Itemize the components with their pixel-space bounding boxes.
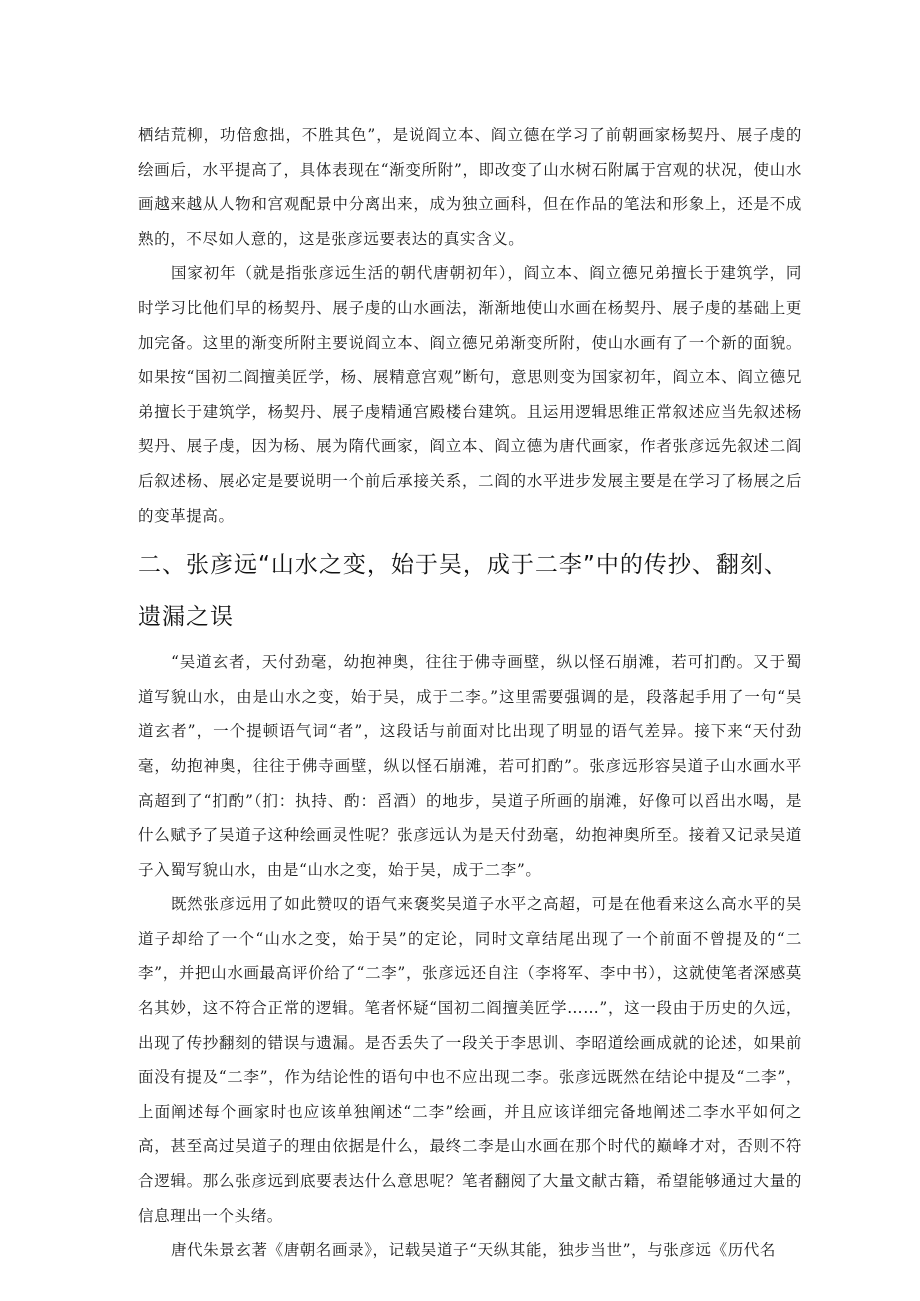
paragraph-wu-daoxuan: “吴道玄者，天付劲毫，幼抱神奥，往往于佛寺画壁，纵以怪石崩滩，若可扪酌。又于蜀道写貌山水，由是山水之变，始于吴，成于二李。”这里需要强调的是，段落起手用了一句“吴道玄者”，一个提顿语气词“者”，这段话与前面对比出现了明显的语气差异。接下来“天付劲毫，幼抱神奥，往往于佛寺画壁，纵以怪石崩滩，若可扪酌”。张彦远形容吴道子山水画水平高超到了“扪酌”（扪：执持、酌：舀酒）的地步，吴道子所画的崩滩，好像可以舀出水喝，是什么赋予了吴道子这种绘画灵性呢？张彦远认为是天付劲毫，幼抱神奥所至。接着又记录吴道子入蜀写貌山水，由是“山水之变，始于吴，成于二李”。 xyxy=(138,653,802,879)
section-heading: 二、张彦远“山水之变，始于吴，成于二李”中的传抄、翻刻、遗漏之误 xyxy=(138,552,788,631)
paragraph-zhu-jingxuan: 唐代朱景玄著《唐朝名画录》，记载吴道子“天纵其能，独步当世”，与张彦远《历代名 xyxy=(171,1241,777,1260)
paragraph-early-tang: 国家初年（就是指张彦远生活的朝代唐朝初年），阎立本、阎立德兄弟擅长于建筑学，同时学习比他们早的杨契丹、展子虔的山水画法，渐渐地使山水画在杨契丹、展子虔的基础上更加完备。这里的渐变所附主要说阎立本、阎立德兄弟渐变所附，使山水画有了一个新的面貌。如果按“国初二阎擅美匠学，杨、展精意宫观”断句，意思则变为国家初年，阎立本、阎立德兄弟擅长于建筑学，杨契丹、展子虔精通宫殿楼台建筑。且运用逻辑思维正常叙述应当先叙述杨契丹、展子虔，因为杨、展为隋代画家，阎立本、阎立德为唐代画家，作者张彦远先叙述二阎后叙述杨、展必定是要说明一个前后承接关系，二阎的水平进步发展主要是在学习了杨展之后的变革提高。 xyxy=(138,264,802,525)
paragraph-two-li: 既然张彦远用了如此赞叹的语气来褒奖吴道子水平之高超，可是在他看来这么高水平的吴道子却给了一个“山水之变，始于吴”的定论，同时文章结尾出现了一个前面不曾提及的“二李”，并把山水画最高评价给了“二李”，张彦远还自注（李将军、李中书），这就使笔者深感莫名其妙，这不符合正常的逻辑。笔者怀疑“国初二阎擅美匠学……”，这一段由于历史的久远，出现了传抄翻刻的错误与遗漏。是否丢失了一段关于李思训、李昭道绘画成就的论述，如果前面没有提及“二李”，作为结论性的语句中也不应出现二李。张彦远既然在结论中提及“二李”，上面阐述每个画家时也应该单独阐述“二李”绘画，并且应该详细完备地阐述二李水平如何之高，甚至高过吴道子的理由依据是什么，最终二李是山水画在那个时代的巅峰才对，否则不符合逻辑。那么张彦远到底要表达什么意思呢？笔者翻阅了大量文献古籍，希望能够通过大量的信息理出一个头绪。 xyxy=(138,895,802,1225)
paragraph-continued: 栖结荒柳，功倍愈拙，不胜其色”，是说阎立本、阎立德在学习了前朝画家杨契丹、展子虔的绘画后，水平提高了，具体表现在“渐变所附”，即改变了山水树石附属于宫观的状况，使山水画越来越从人物和宫观配景中分离出来，成为独立画科，但在作品的笔法和形象上，还是不成熟的，不尽如人意的，这是张彦远要表达的真实含义。 xyxy=(138,126,802,248)
